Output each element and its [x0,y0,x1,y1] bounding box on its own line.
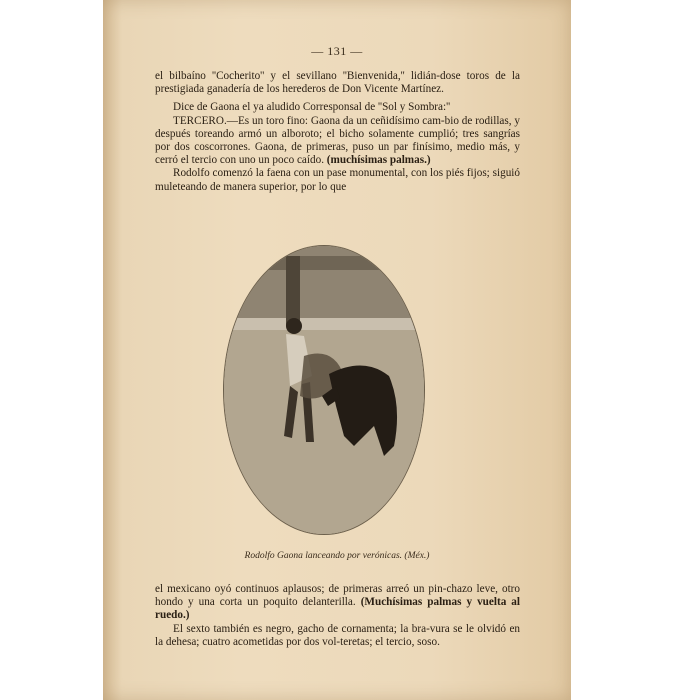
bullfight-illustration [224,246,424,534]
torero-head-shape [286,318,302,334]
page-number: — 131 — [311,44,363,58]
bottom-text-block [155,583,520,649]
barrier-shape [224,318,424,330]
crowd-shape [224,256,424,270]
paragraph-dice-de-gaona: Dice de Gaona el ya aludido Corresponsal de ''Sol y Sombra:'' [173,101,451,114]
tercero-text: TERCERO.—Es un toro fino: Gaona da un ceñidísimo cam-bio de rodillas, y después toreando armó un alboroto; el bicho solamente cumplió; tres sangrías por dos coscorrones. Gaona, de primeras, puso un par finísimo, medio más, y cerró el tercio con uno un poco caído. [155,114,520,167]
paragraph-cocherito: el bilbaíno ''Cocherito'' y el sevillano ''Bienvenida,'' lidián-dose toros de la prestigiada ganadería de los herederos de Don Vicente Martínez. [155,70,520,96]
book-page [103,0,571,700]
photo-caption: Rodolfo Gaona lanceando por verónicas. (Méx.) [244,551,430,561]
post-shape [286,256,300,326]
tercero-applause: (muchísimas palmas.) [326,154,431,167]
paragraph-rodolfo-faena: Rodolfo comenzó la faena con un pase monumental, con los piés fijos; siguió muleteando de manera superior, por lo que [155,167,520,193]
mexicano-text: el mexicano oyó continuos aplausos; de primeras arreó un pin-chazo leve, otro hondo y una corta un poquito delanterilla. [155,583,520,609]
paragraph-mexicano [155,583,520,623]
top-text-block [155,70,520,194]
bullfight-photo [224,246,424,534]
paragraph-sexto: El sexto también es negro, gacho de cornamenta; la bra-vura se le olvidó en la dehesa; cuatro acometidas por dos vol-teretas; el tercio, soso. [155,622,520,648]
mexicano-applause: (Muchísimas palmas y vuelta al ruedo.) [155,596,521,622]
paragraph-tercero [155,115,520,168]
